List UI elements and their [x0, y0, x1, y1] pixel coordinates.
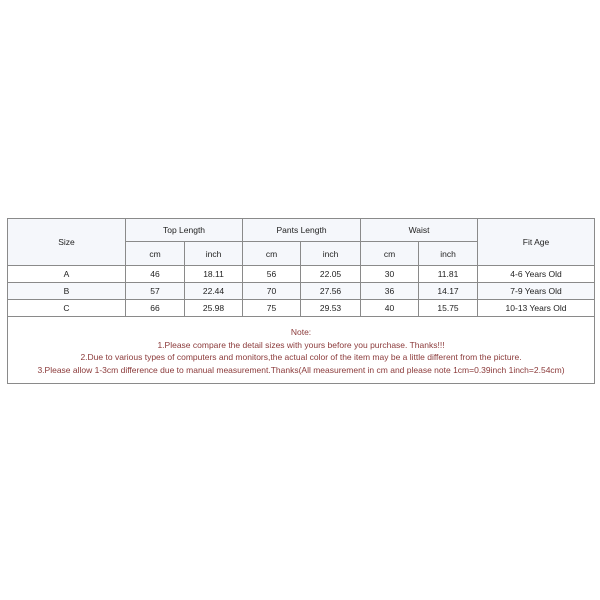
- note-line-3: 3.Please allow 1-3cm difference due to manual measurement.Thanks(All measurement in cm and please note 1cm=0.39inch 1inch=2.54cm): [37, 364, 565, 375]
- table-row: [8, 266, 595, 283]
- fit-age-cell: 7-9 Years Old: [478, 283, 595, 300]
- size-cell: B: [8, 283, 126, 300]
- waist-cm-cell: 36: [361, 283, 419, 300]
- top-inch-cell: 18.11: [185, 266, 243, 283]
- waist-inch-cell: 14.17: [419, 283, 478, 300]
- pants-inch-cell: 27.56: [301, 283, 361, 300]
- top-cm-cell: 57: [126, 283, 185, 300]
- waist-cm-cell: 40: [361, 300, 419, 317]
- table-row: [8, 300, 595, 317]
- note-line-1: 1.Please compare the detail sizes with yours before you purchase. Thanks!!!: [157, 339, 445, 350]
- unit-waist-cm: cm: [361, 242, 419, 266]
- note-line-2: 2.Due to various types of computers and monitors,the actual color of the item may be a little different from the picture.: [80, 352, 522, 362]
- header-top-length: Top Length: [126, 219, 243, 242]
- notes-cell: [8, 317, 595, 384]
- table-row: [8, 283, 595, 300]
- pants-cm-cell: 75: [243, 300, 301, 317]
- unit-top-inch: inch: [185, 242, 243, 266]
- top-cm-cell: 66: [126, 300, 185, 317]
- top-inch-cell: 25.98: [185, 300, 243, 317]
- waist-inch-cell: 11.81: [419, 266, 478, 283]
- size-chart-table: [7, 218, 595, 384]
- unit-top-cm: cm: [126, 242, 185, 266]
- unit-waist-inch: inch: [419, 242, 478, 266]
- header-waist: Waist: [361, 219, 478, 242]
- unit-pants-inch: inch: [301, 242, 361, 266]
- fit-age-cell: 4-6 Years Old: [478, 266, 595, 283]
- fit-age-cell: 10-13 Years Old: [478, 300, 595, 317]
- waist-inch-cell: 15.75: [419, 300, 478, 317]
- notes-row: [8, 317, 595, 384]
- unit-pants-cm: cm: [243, 242, 301, 266]
- header-size: Size: [8, 219, 126, 266]
- header-pants-length: Pants Length: [243, 219, 361, 242]
- pants-cm-cell: 56: [243, 266, 301, 283]
- size-cell: A: [8, 266, 126, 283]
- top-cm-cell: 46: [126, 266, 185, 283]
- note-title: Note:: [290, 327, 312, 337]
- waist-cm-cell: 30: [361, 266, 419, 283]
- header-row: [8, 219, 595, 242]
- header-fit-age: Fit Age: [478, 219, 595, 266]
- pants-inch-cell: 29.53: [301, 300, 361, 317]
- pants-cm-cell: 70: [243, 283, 301, 300]
- size-cell: C: [8, 300, 126, 317]
- top-inch-cell: 22.44: [185, 283, 243, 300]
- pants-inch-cell: 22.05: [301, 266, 361, 283]
- notes-block: [8, 318, 594, 382]
